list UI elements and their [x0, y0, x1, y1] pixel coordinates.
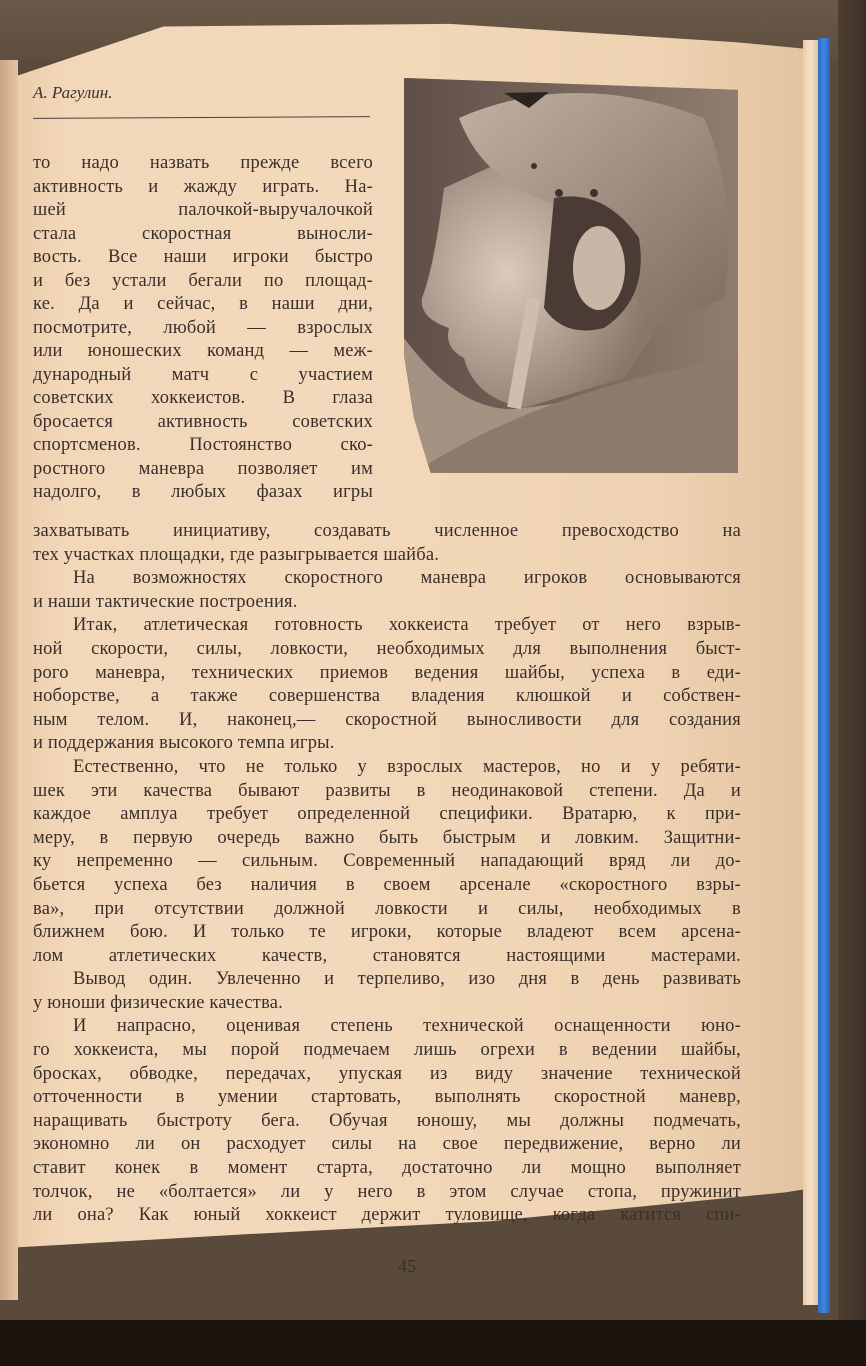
- text-line: ке. Да и сейчас, в наши дни,: [33, 294, 373, 314]
- text-line: ной скорости, силы, ловкости, необходимых для выполнения быст-: [33, 638, 741, 659]
- player-photo: [404, 78, 738, 473]
- text-line: активность и жажду играть. На-: [33, 176, 373, 197]
- text-line: ли она? Как юный хоккеист держит туловище, когда катится спи-: [33, 1205, 741, 1226]
- book-cover-edge: [818, 38, 830, 1313]
- text-line: шек эти качества бывают развиты в неодинаковой степени. Да и: [33, 780, 741, 801]
- text-line: И напрасно, оценивая степень технической оснащенности юно-: [73, 1016, 741, 1037]
- text-line: Естественно, что не только у взрослых мастеров, но и у ребяти-: [73, 756, 741, 777]
- text-line: толчок, не «болтается» ли у него в этом случае стопа, пружинит: [33, 1181, 741, 1202]
- text-line: ным телом. И, наконец,— скоростной выносливости для создания: [33, 709, 741, 730]
- page-gutter-shadow: [0, 60, 18, 1300]
- text-line: или юношеских команд — меж-: [33, 341, 373, 361]
- text-line: шей палочкой-выручалочкой: [33, 200, 373, 220]
- text-line: бьется успеха без наличия в своем арсенале «скоростного взры-: [33, 874, 741, 895]
- text-line: отточенности в умении стартовать, выполнять скоростной маневр,: [33, 1087, 741, 1108]
- running-header: А. Рагулин.: [33, 83, 113, 102]
- text-line: Вывод один. Увлеченно и терпеливо, изо дня в день развивать: [73, 969, 741, 990]
- text-line: На возможностях скоростного маневра игроков основываются: [73, 568, 741, 589]
- text-line: меру, в первую очередь важно быть быстрым и ловким. Защитни-: [33, 827, 741, 848]
- text-line: захватывать инициативу, создавать численное превосходство на: [33, 521, 741, 541]
- text-line: спортсменов. Постоянство ско-: [33, 435, 373, 455]
- text-line: лом атлетических качеств, становятся настоящими мастерами.: [33, 945, 741, 966]
- photo-portrait-icon: [404, 78, 738, 473]
- text-line: ку непременно — сильным. Современный нападающий вряд ли до-: [33, 851, 741, 872]
- text-line: вость. Все наши игроки быстро: [33, 247, 373, 267]
- text-line: Итак, атлетическая готовность хоккеиста требует от него взрыв-: [73, 615, 741, 636]
- text-line: бросках, обводке, передачах, упуская из виду значение технической: [33, 1063, 741, 1084]
- text-line: экономно ли он расходует силы на свое передвижение, верно ли: [33, 1134, 741, 1155]
- text-line: ставит конек в момент старта, достаточно ли мощно выполняет: [33, 1158, 741, 1179]
- body-text: [33, 520, 741, 1228]
- text-line: дународный матч с участием: [33, 364, 373, 385]
- text-line: стала скоростная выносли-: [33, 223, 373, 244]
- text-line: и поддержания высокого темпа игры.: [33, 733, 335, 754]
- text-line: ростного маневра позволяет им: [33, 458, 373, 479]
- text-line: то надо назвать прежде всего: [33, 153, 373, 173]
- narrow-column-text: [33, 152, 373, 505]
- text-line: и наши тактические построения.: [33, 591, 298, 612]
- page-fore-edge: [803, 40, 818, 1305]
- text-line: ближнем бою. И только те игроки, которые владеют всем арсена-: [33, 922, 741, 943]
- text-line: бросается активность советских: [33, 411, 373, 432]
- text-line: го хоккеиста, мы порой подмечаем лишь огрехи в ведении шайбы,: [33, 1040, 741, 1061]
- text-line: посмотрите, любой — взрослых: [33, 317, 373, 338]
- text-line: у юноши физические качества.: [33, 992, 284, 1013]
- text-line: каждое амплуа требует определенной специфики. Вратарю, к при-: [33, 804, 741, 825]
- text-line: рого маневра, технических приемов ведения шайбы, успеха в еди-: [33, 662, 741, 683]
- page-number: 45: [398, 1256, 416, 1276]
- text-line: ноборстве, а также совершенства владения клюшкой и собствен-: [33, 686, 741, 707]
- text-line: ва», при отсутствии должной ловкости и силы, необходимых в: [33, 898, 741, 919]
- text-line: и без устали бегали по площад-: [33, 270, 373, 291]
- background-right: [838, 0, 866, 1366]
- text-line: надолго, в любых фазах игры: [33, 482, 373, 502]
- background-bottom: [0, 1320, 866, 1366]
- text-line: советских хоккеистов. В глаза: [33, 388, 373, 408]
- text-line: тех участках площадки, где разыгрывается шайба.: [33, 544, 440, 565]
- text-line: наращивать быстроту бега. Обучая юношу, мы должны подмечать,: [33, 1110, 741, 1131]
